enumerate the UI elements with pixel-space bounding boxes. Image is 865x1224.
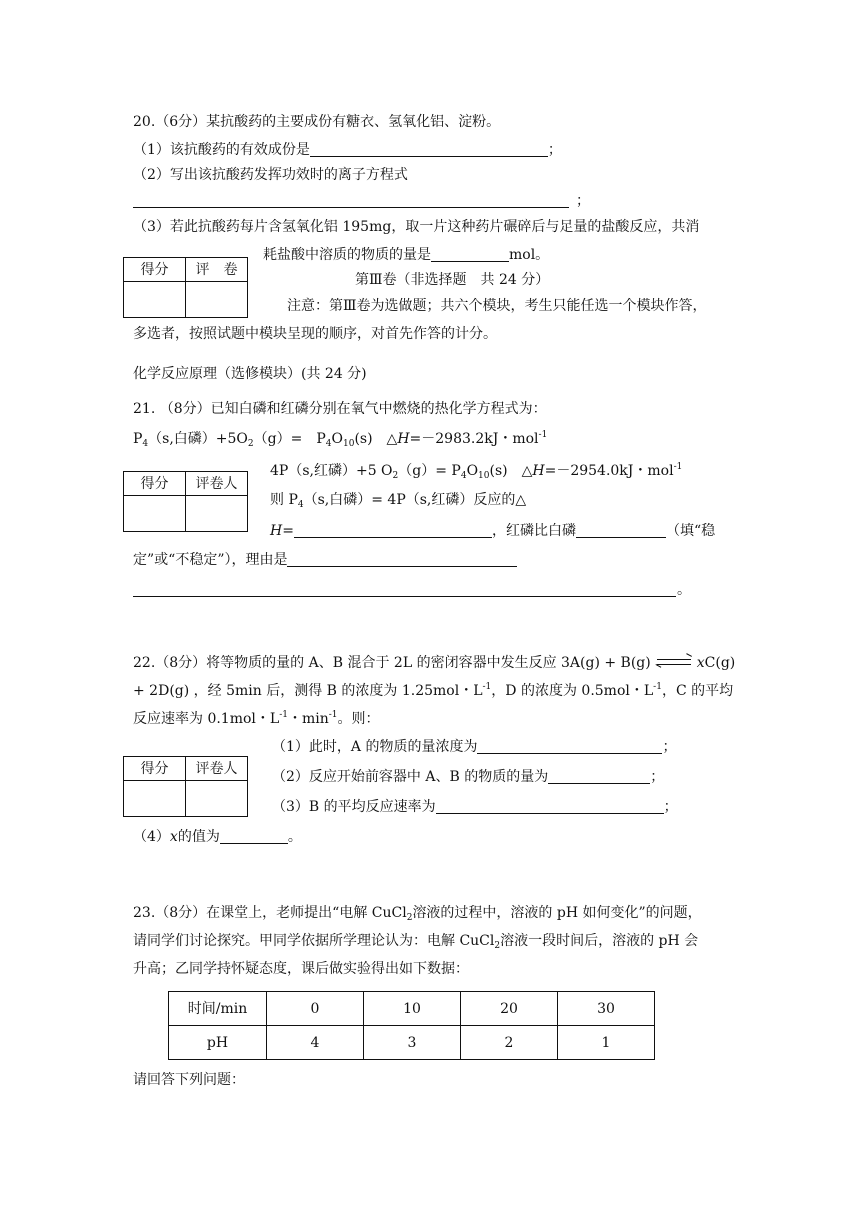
q22-part3 (272, 799, 678, 814)
score-label: 得分 (124, 472, 186, 496)
q22-stem-part: ，D 的浓度为 0.5mol・L (491, 683, 654, 699)
table-header-row (169, 992, 655, 1026)
q21-end: 。 (677, 582, 691, 598)
q20-part3-unit: mol。 (509, 247, 550, 263)
score-cell[interactable] (124, 282, 186, 318)
q21-equals: = (282, 523, 294, 539)
q22-x-variable: x (696, 655, 705, 671)
q20-part1-blank[interactable] (310, 142, 548, 157)
q23-stem-part: 溶液一段时间后，溶液的 pH 会 (500, 933, 699, 949)
score-box-1 (123, 257, 248, 318)
table-cell: 4 (267, 1026, 364, 1060)
q21-ask-part: 则 P (270, 492, 298, 508)
q22-stem-text: 22.（8分）将等物质的量的 A、B 混合于 2L 的密闭容器中发生反应 3A(g) + B(g) (133, 655, 651, 671)
q23-stem-part: 溶液的过程中，溶液的 pH 如何变化”的问题， (412, 905, 702, 921)
eq2-part: (s) △ (489, 463, 533, 479)
eq1-sup: -1 (538, 430, 548, 440)
q20-part1 (133, 142, 562, 157)
grader-cell[interactable] (186, 496, 248, 532)
q22-stem-c (133, 712, 380, 726)
q22-part2-text: （2）反应开始前容器中 A、B 的物质的量为 (272, 769, 549, 785)
q22-part1-text: （1）此时，A 的物质的量浓度为 (272, 739, 478, 755)
table-cell: 2 (461, 1026, 558, 1060)
eq2-sub: 10 (478, 471, 490, 481)
q21-stem: 21. （8分）已知白磷和红磷分别在氧气中燃烧的热化学方程式为： (133, 401, 547, 417)
table-cell: 10 (364, 992, 461, 1026)
q22-part4 (133, 829, 302, 844)
q22-part3-blank[interactable] (436, 799, 664, 814)
equilibrium-arrow-icon (657, 655, 691, 669)
score-label: 得分 (124, 258, 186, 282)
table-cell: 30 (558, 992, 655, 1026)
q21-eq1 (133, 430, 548, 449)
q22-part2 (272, 769, 664, 784)
eq2-part: 4P（s,红磷）+5 O (270, 463, 393, 479)
q22-part2-blank[interactable] (548, 769, 650, 784)
q20-part2-end: ； (576, 193, 590, 209)
grader-label: 评卷人 (186, 757, 248, 781)
eq2-value: =－2954.0kJ・mol (544, 463, 674, 479)
q22-part4-text: 的值为 (177, 829, 220, 845)
q20-part3a: （3）若此抗酸药每片含氢氧化铝 195mg，取一片这种药片碾碎后与足量的盐酸反应，共消 (133, 219, 700, 235)
q22-stem-b (133, 684, 733, 698)
q20-stem: 20.（6分）某抗酸药的主要成份有糖衣、氢氧化铝、淀粉。 (133, 114, 501, 130)
score-cell[interactable] (124, 496, 186, 532)
q23-stem-b (133, 933, 699, 951)
q21-reason-text: 定”或“不稳定”），理由是 (133, 552, 288, 568)
q21-ask (270, 492, 527, 510)
eq1-part: P (133, 431, 143, 447)
eq1-value: =－2983.2kJ・mol (409, 431, 539, 447)
eq1-part: （s,白磷）+5O (148, 431, 248, 447)
eq2-part: （g）= P (398, 463, 461, 479)
eq2-sup: -1 (673, 462, 683, 472)
table-cell: 3 (364, 1026, 461, 1060)
q23-stem-part: 23.（8分）在课堂上，老师提出“电解 CuCl (133, 905, 407, 921)
q23-stem-c: 升高；乙同学持怀疑态度，课后做实验得出如下数据： (133, 961, 469, 977)
q20-part2-blank[interactable] (133, 207, 569, 208)
q20-part2: （2）写出该抗酸药发挥功效时的离子方程式 (133, 167, 408, 183)
table-row (169, 1026, 655, 1060)
q20-part1-end: ； (547, 142, 562, 158)
q22-stem-part: + 2D(g) ，经 5min 后，测得 B 的浓度为 1.25mol・L (133, 683, 483, 699)
q23-sub: 2 (406, 913, 413, 923)
q21-ask-part: （s,白磷）= 4P（s,红磷）反应的△ (303, 492, 527, 508)
q21-answer-line (270, 523, 715, 538)
score-label: 得分 (124, 757, 186, 781)
section3-note-a: 注意：第Ⅲ卷为选做题；共六个模块，考生只能任选一个模块作答， (287, 298, 707, 314)
eq1-sub: 4 (325, 439, 332, 449)
q23-sub: 2 (494, 941, 501, 951)
q22-stem-part: 。则： (337, 711, 380, 727)
q21-ask-sub: 4 (297, 500, 304, 510)
q22-part4-blank[interactable] (220, 829, 288, 844)
q21-reason (133, 552, 517, 567)
q22-part2-end: ； (650, 769, 665, 785)
q22-part4-prefix: （4） (133, 829, 170, 845)
q22-sup: -1 (482, 682, 492, 692)
eq1-part: (s) △ (354, 431, 398, 447)
eq1-sub: 2 (247, 439, 254, 449)
q21-answer-mid: ，红磷比白磷 (491, 523, 576, 539)
score-cell[interactable] (124, 781, 186, 817)
q22-stem-product: C(g) (704, 655, 736, 671)
table-cell: pH (169, 1026, 267, 1060)
q22-part1 (272, 739, 676, 754)
q23-after: 请回答下列问题： (133, 1072, 245, 1088)
eq1-enthalpy-symbol: H (397, 431, 410, 447)
ph-data-table (168, 991, 655, 1060)
eq2-sub: 2 (392, 471, 399, 481)
score-box-2 (123, 471, 248, 532)
section3-title: 第Ⅲ卷（非选择题 共 24 分） (355, 272, 550, 288)
section3-note-b: 多选者，按照试题中模块呈现的顺序，对首先作答的计分。 (133, 326, 497, 342)
grader-label: 评 卷 (186, 258, 248, 282)
table-cell: 0 (267, 992, 364, 1026)
q20-part3-blank[interactable] (431, 247, 509, 262)
q20-part1-text: （1）该抗酸药的有效成份是 (133, 142, 310, 158)
q21-stability-blank[interactable] (576, 523, 666, 538)
q20-part3b-text: 耗盐酸中溶质的物质的量是 (263, 247, 431, 263)
module-title: 化学反应原理（选修模块）(共 24 分) (133, 366, 367, 382)
grader-cell[interactable] (186, 781, 248, 817)
q22-stem-part: ・min (287, 711, 329, 727)
eq1-part: O (331, 431, 343, 447)
q22-sup: -1 (328, 710, 338, 720)
eq1-sub: 4 (142, 439, 149, 449)
q21-eq2 (270, 462, 683, 481)
eq1-sub: 10 (342, 439, 355, 449)
q23-stem-part: 请同学们讨论探究。甲同学依据所学理论认为：电解 CuCl (133, 933, 495, 949)
q21-enthalpy-symbol: H (270, 523, 283, 539)
q20-part3b (263, 247, 549, 262)
table-cell: 20 (461, 992, 558, 1026)
q22-sup: -1 (279, 710, 288, 720)
q21-reason-blank-2[interactable] (133, 596, 676, 597)
q21-reason-blank[interactable] (287, 552, 517, 567)
grader-cell[interactable] (186, 282, 248, 318)
q22-part1-end: ； (662, 739, 677, 755)
score-box-3 (123, 756, 248, 817)
eq2-sub: 4 (460, 471, 467, 481)
q22-stem-part: ，C 的平均 (661, 683, 734, 699)
q22-stem-part: 反应速率为 0.1mol・L (133, 711, 280, 727)
q22-part4-end: 。 (287, 829, 302, 845)
q22-sup: -1 (653, 682, 662, 692)
table-cell: 1 (558, 1026, 655, 1060)
q22-part3-text: （3）B 的平均反应速率为 (272, 799, 436, 815)
table-cell: 时间/min (169, 992, 267, 1026)
q22-stem-a (133, 655, 735, 670)
q22-part1-blank[interactable] (477, 739, 662, 754)
q22-part3-end: ； (663, 799, 678, 815)
q21-dh-blank[interactable] (294, 523, 492, 538)
eq1-part: （g）= P (253, 431, 326, 447)
eq2-enthalpy-symbol: H (532, 463, 545, 479)
grader-label: 评卷人 (186, 472, 248, 496)
eq2-part: O (466, 463, 479, 479)
q22-part4-x: x (169, 829, 178, 845)
q23-stem-a (133, 905, 702, 923)
q21-answer-end: （填“稳 (665, 523, 716, 539)
